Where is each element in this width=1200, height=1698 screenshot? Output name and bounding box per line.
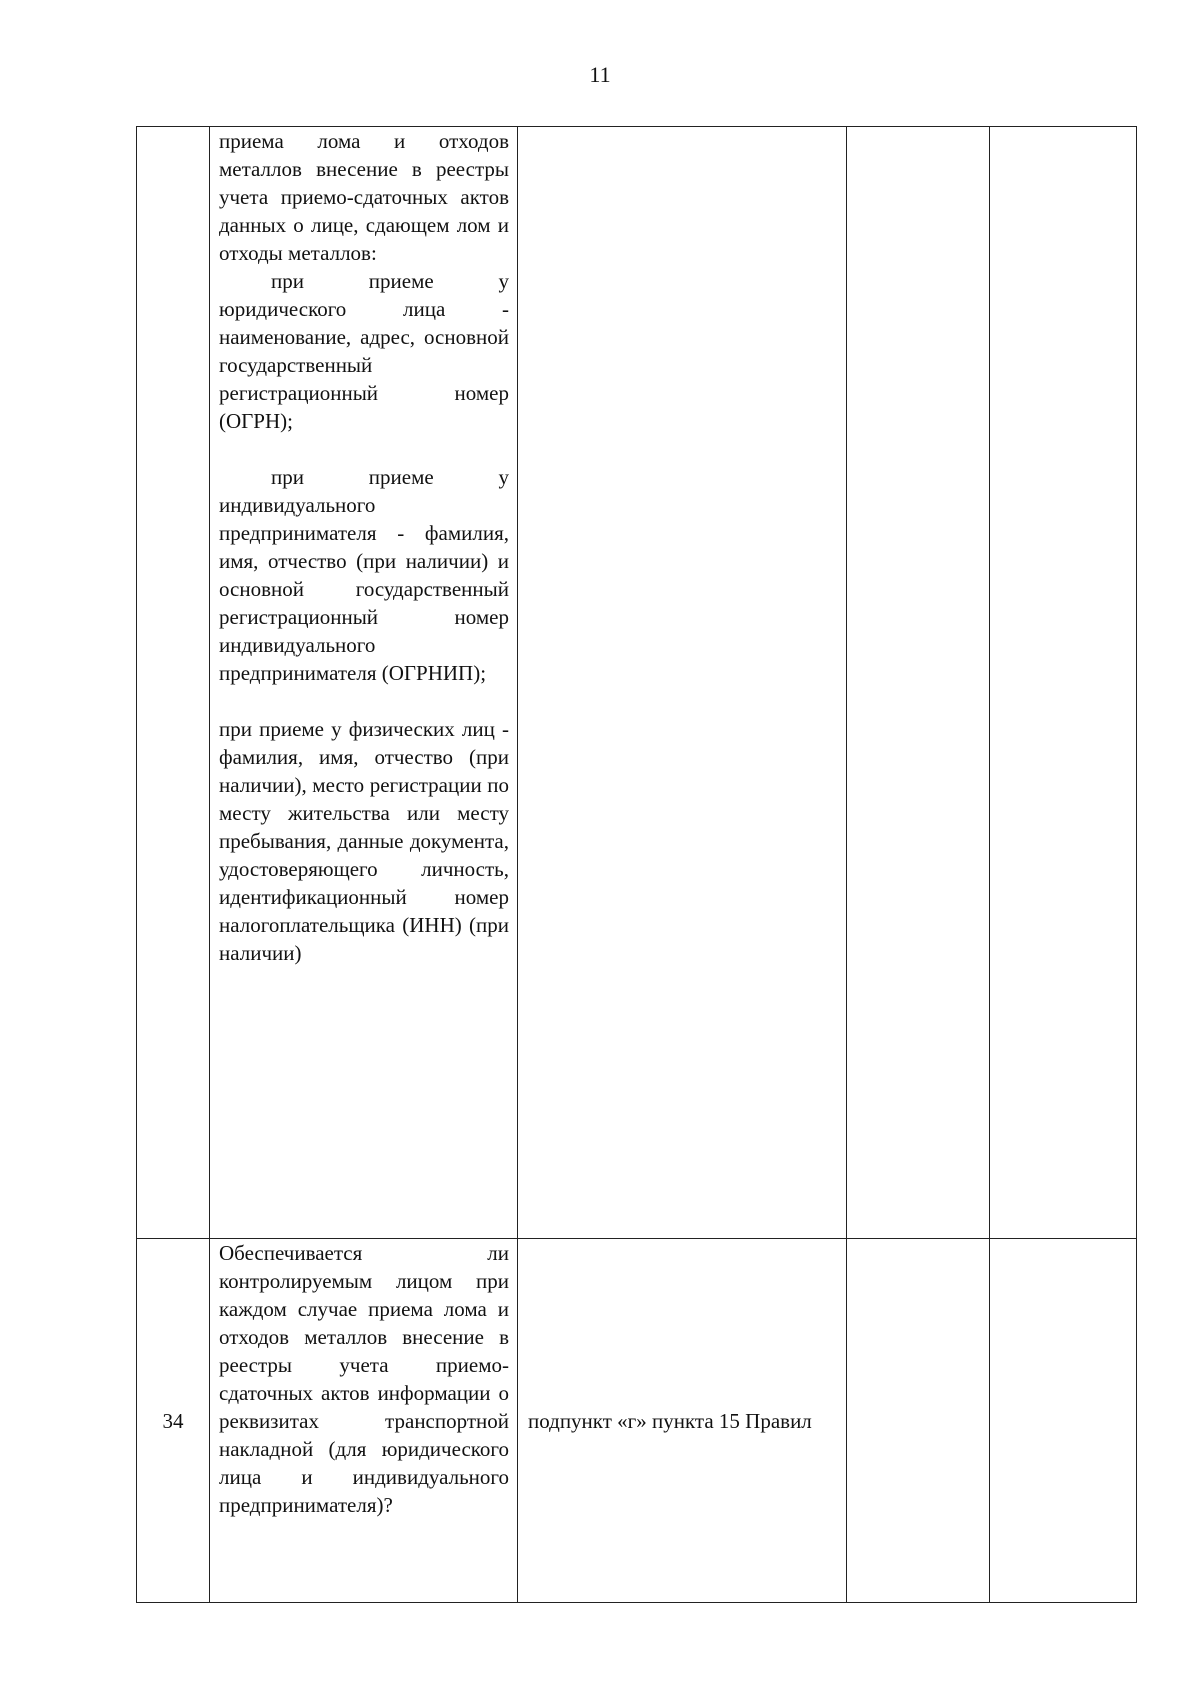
question-cell bbox=[210, 1239, 518, 1603]
answer-cell bbox=[847, 127, 990, 1239]
question-paragraph: приема лома и отходов металлов внесение в реестры учета приемо-сдаточных актов данных о лице, сдающем лом и отходы металлов: bbox=[219, 129, 509, 265]
note-cell bbox=[990, 127, 1137, 1239]
page-number: 11 bbox=[589, 62, 611, 87]
row-number-cell: 34 bbox=[137, 1239, 210, 1603]
row-number-cell bbox=[137, 127, 210, 1239]
question-paragraph: при приеме у физических лиц - фамилия, имя, отчество (при наличии), место регистрации по месту жительства или месту пребывания, данные документа, удостоверяющего личность, идентификационный номер налогоплательщика (ИНН) (при наличии) bbox=[219, 717, 509, 965]
checklist-table bbox=[136, 126, 1137, 1603]
question-cell bbox=[210, 127, 518, 1239]
reference-cell: подпункт «г» пункта 15 Правил bbox=[518, 1239, 847, 1603]
table-row bbox=[137, 127, 1137, 1239]
table-row bbox=[137, 1239, 1137, 1603]
note-cell bbox=[990, 1239, 1137, 1603]
question-paragraph: при приеме у индивидуального предпринимателя - фамилия, имя, отчество (при наличии) и основной государственный регистрационный номер индивидуального предпринимателя (ОГРНИП); bbox=[219, 465, 509, 685]
question-paragraph: Обеспечивается ли контролируемым лицом при каждом случае приема лома и отходов металлов внесение в реестры учета приемо-сдаточных актов информации о реквизитах транспортной накладной (для юридического лица и индивидуального предпринимателя)? bbox=[219, 1241, 509, 1517]
reference-cell bbox=[518, 127, 847, 1239]
question-paragraph: при приеме у юридического лица - наименование, адрес, основной государственный регистрационный номер (ОГРН); bbox=[219, 269, 509, 433]
answer-cell bbox=[847, 1239, 990, 1603]
